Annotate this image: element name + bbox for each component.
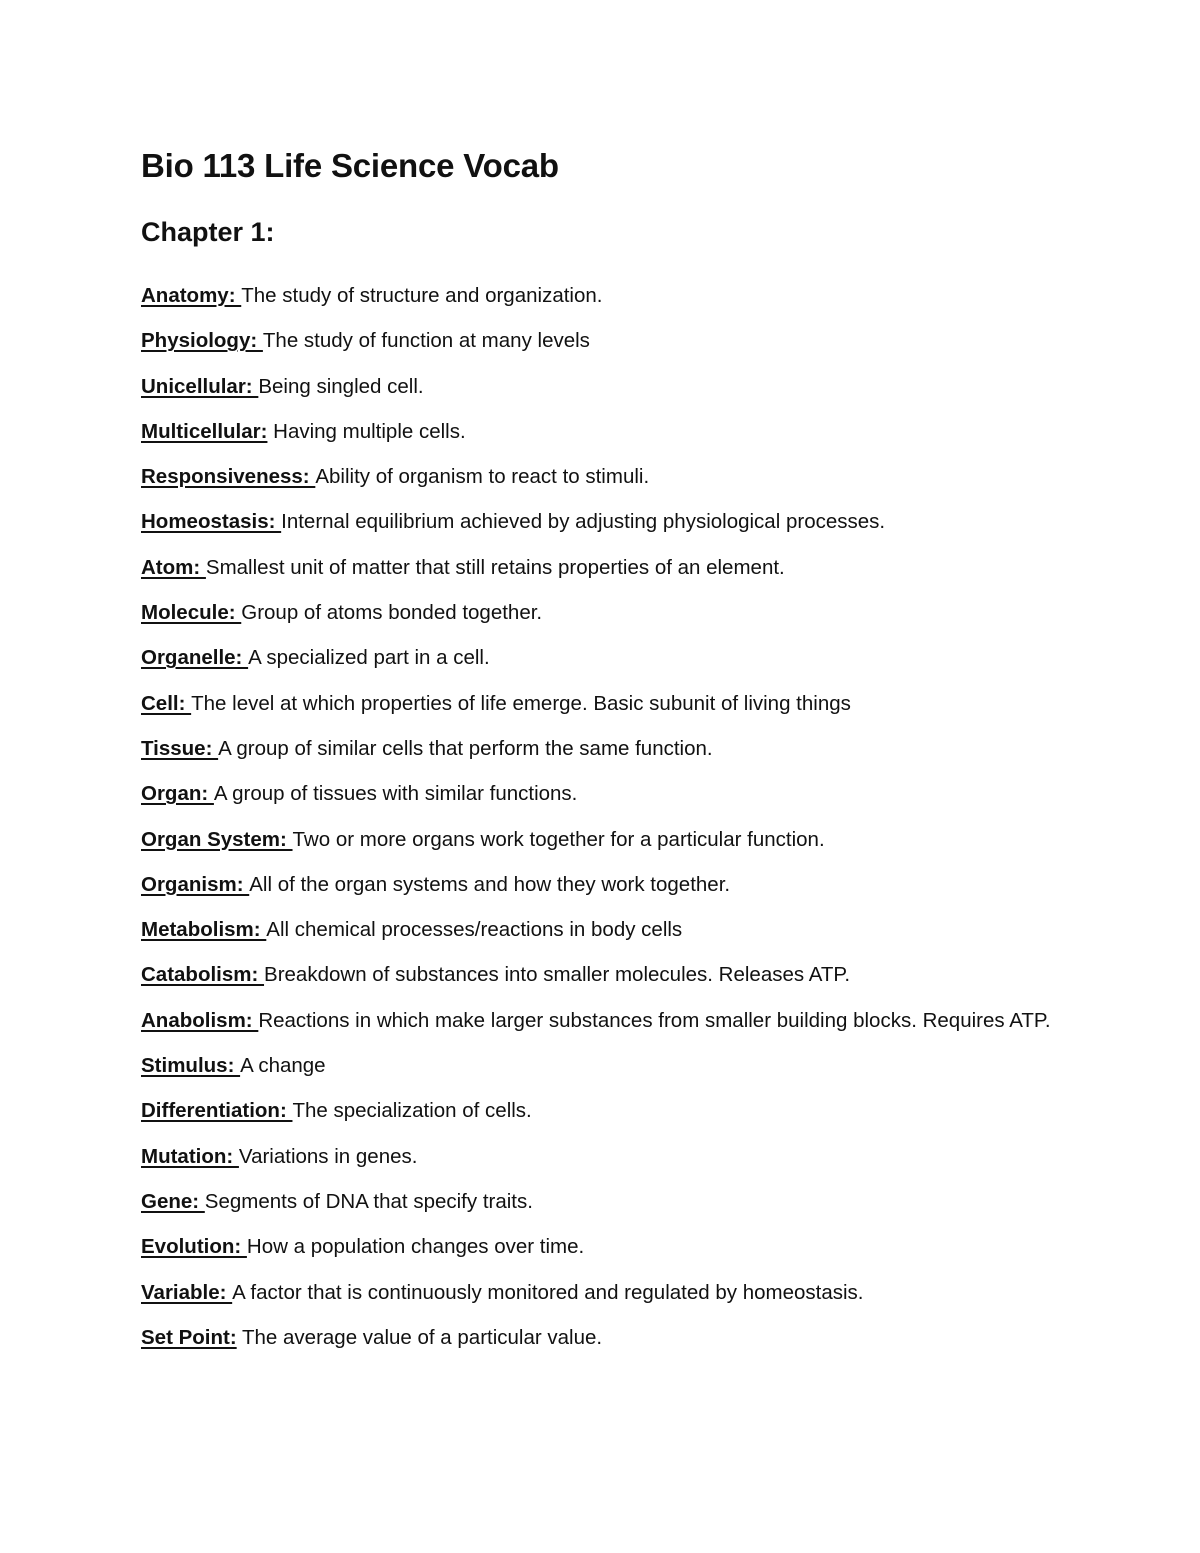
vocab-definition: How a population changes over time. (246, 1235, 585, 1259)
vocab-definition: The specialization of cells. (292, 1099, 532, 1123)
vocab-term: Tissue: (141, 736, 219, 760)
vocab-item (141, 508, 1061, 535)
vocab-definition: Internal equilibrium achieved by adjusting physiological processes. (281, 510, 886, 534)
vocab-item (141, 1007, 1061, 1034)
vocab-item (141, 1324, 1061, 1351)
vocab-item (141, 1279, 1061, 1306)
vocab-term: Set Point: (141, 1325, 237, 1349)
vocab-term: Atom: (141, 555, 206, 579)
vocab-definition: Smallest unit of matter that still retains properties of an element. (205, 555, 785, 579)
vocab-item (141, 690, 1061, 717)
vocab-definition: Having multiple cells. (267, 419, 466, 443)
vocab-term: Anatomy: (141, 284, 242, 307)
vocab-term: Molecule: (141, 601, 242, 625)
vocab-definition: A factor that is continuously monitored and regulated by homeostasis. (232, 1280, 864, 1304)
vocab-definition: The average value of a particular value. (236, 1325, 603, 1349)
vocab-definition: A group of tissues with similar functions. (213, 782, 578, 806)
vocab-item (141, 1143, 1061, 1170)
vocab-definition: All chemical processes/reactions in body cells (266, 918, 683, 942)
vocab-item (141, 1097, 1061, 1124)
vocab-item (141, 599, 1061, 626)
vocab-term: Organism: (141, 872, 250, 896)
vocab-term: Catabolism: (141, 963, 265, 987)
vocab-term: Organ System: (141, 827, 293, 851)
vocab-term: Evolution: (141, 1235, 247, 1259)
vocab-term: Organ: (141, 782, 214, 806)
vocab-term: Differentiation: (141, 1099, 293, 1123)
vocab-item (141, 1052, 1061, 1079)
vocab-definition: Group of atoms bonded together. (241, 601, 543, 625)
vocab-definition: All of the organ systems and how they work together. (249, 872, 731, 896)
vocab-definition: The study of function at many levels (262, 329, 590, 353)
vocab-item (141, 418, 1061, 445)
vocab-term: Unicellular: (141, 374, 259, 398)
vocab-term: Stimulus: (141, 1054, 241, 1078)
vocab-item (141, 961, 1061, 988)
vocab-term: Organelle: (141, 646, 249, 670)
vocab-item (141, 282, 1061, 309)
vocab-term: Cell: (141, 691, 192, 715)
vocab-term: Gene: (141, 1189, 205, 1213)
vocab-item (141, 826, 1061, 853)
vocab-definition: Segments of DNA that specify traits. (204, 1189, 533, 1213)
vocab-term: Metabolism: (141, 918, 267, 942)
vocab-definition: The study of structure and organization. (241, 284, 603, 307)
vocab-definition: Breakdown of substances into smaller molecules. Releases ATP. (264, 963, 851, 987)
vocab-definition: The level at which properties of life emerge. Basic subunit of living things (191, 691, 851, 715)
page-title: Bio 113 Life Science Vocab (141, 147, 559, 184)
vocab-item (141, 463, 1061, 490)
vocab-item (141, 735, 1061, 762)
vocab-term: Physiology: (141, 329, 263, 353)
chapter-heading: Chapter 1: (141, 217, 275, 247)
vocab-item (141, 871, 1061, 898)
vocab-term: Variable: (141, 1280, 233, 1304)
document-page (141, 140, 1061, 1369)
vocab-item (141, 1188, 1061, 1215)
vocab-item (141, 373, 1061, 400)
vocab-list (141, 282, 1061, 1351)
vocab-item (141, 644, 1061, 671)
vocab-item (141, 554, 1061, 581)
vocab-definition: A group of similar cells that perform the same function. (218, 736, 713, 760)
vocab-term: Multicellular: (141, 419, 268, 443)
vocab-definition: Being singled cell. (258, 374, 424, 398)
vocab-item (141, 780, 1061, 807)
vocab-item (141, 916, 1061, 943)
vocab-definition: A change (240, 1054, 326, 1078)
vocab-definition: Two or more organs work together for a particular function. (292, 827, 825, 851)
vocab-definition: Reactions in which make larger substances from smaller building blocks. Requires ATP. (258, 1008, 1051, 1032)
vocab-term: Mutation: (141, 1144, 239, 1168)
vocab-definition: Variations in genes. (238, 1144, 418, 1168)
vocab-item (141, 327, 1061, 354)
vocab-term: Homeostasis: (141, 510, 282, 534)
vocab-definition: Ability of organism to react to stimuli. (315, 465, 650, 489)
vocab-term: Responsiveness: (141, 465, 316, 489)
vocab-definition: A specialized part in a cell. (248, 646, 490, 670)
vocab-term: Anabolism: (141, 1008, 259, 1032)
vocab-item (141, 1233, 1061, 1260)
